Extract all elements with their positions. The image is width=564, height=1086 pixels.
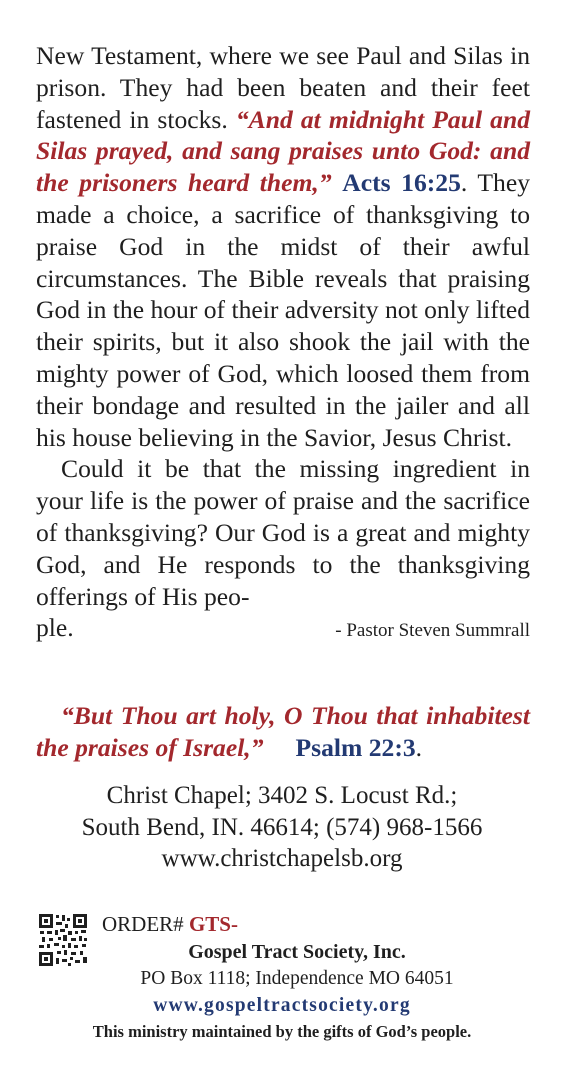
paragraph-2-text: Could it be that the missing ingredient in your life is the power of praise and the sacrifice of thanksgiving? Our God is a great and mighty God, and He responds to the thanksgiving offerings of His peo- xyxy=(36,454,530,611)
church-line-2: South Bend, IN. 46614; (574) 968-1566 xyxy=(81,813,483,841)
paragraph-2-end: ple. xyxy=(36,613,74,643)
org-name: Gospel Tract Society, Inc. xyxy=(188,941,406,963)
body-text xyxy=(36,40,530,647)
order-label: ORDER# xyxy=(102,912,189,936)
paragraph-1 xyxy=(36,40,530,453)
paragraph-2 xyxy=(36,453,530,612)
acts-reference: Acts 16:25 xyxy=(342,168,461,198)
psalm-quote: “But Thou art holy, O Thou that inhabitest the praises of Israel,” xyxy=(36,701,530,762)
ministry-note: This ministry maintained by the gifts of God’s people. xyxy=(92,1022,472,1041)
order-code: GTS- xyxy=(188,912,238,936)
paragraph-1-rest: . They made a choice, a sacrifice of thanksgiving to praise God in the midst of their awful circumstances. The Bible reveals that praising God in the hour of their adversity not only lifted their spirits, but it also shook the jail with the mighty power of God, which loosed them from their bondage and resulted in the jailer and all his house believing in the Savior, Jesus Christ. xyxy=(36,168,531,452)
org-website[interactable]: www.gospeltractsociety.org xyxy=(153,995,411,1016)
psalm-period: . xyxy=(415,732,423,762)
pastor-signature: - Pastor Steven Summrall xyxy=(335,620,530,642)
order-number xyxy=(102,912,238,937)
signature-line xyxy=(36,612,530,647)
paragraph-1-intro: New Testament, where we see Paul and Silas in prison. They had been beaten and their feet fastened in stocks. xyxy=(36,41,530,134)
psalm-quote-block xyxy=(36,700,530,764)
church-address xyxy=(0,780,564,875)
church-line-1: Christ Chapel; 3402 S. Locust Rd.; xyxy=(106,782,458,809)
org-address: PO Box 1118; Independence MO 64051 xyxy=(140,968,454,989)
church-website[interactable]: www.christchapelsb.org xyxy=(161,845,403,872)
acts-quote: “And at midnight Paul and Silas prayed, and sang praises unto God: and the prisoners heard them,” xyxy=(36,104,530,198)
psalm-reference: Psalm 22:3 xyxy=(295,732,416,762)
